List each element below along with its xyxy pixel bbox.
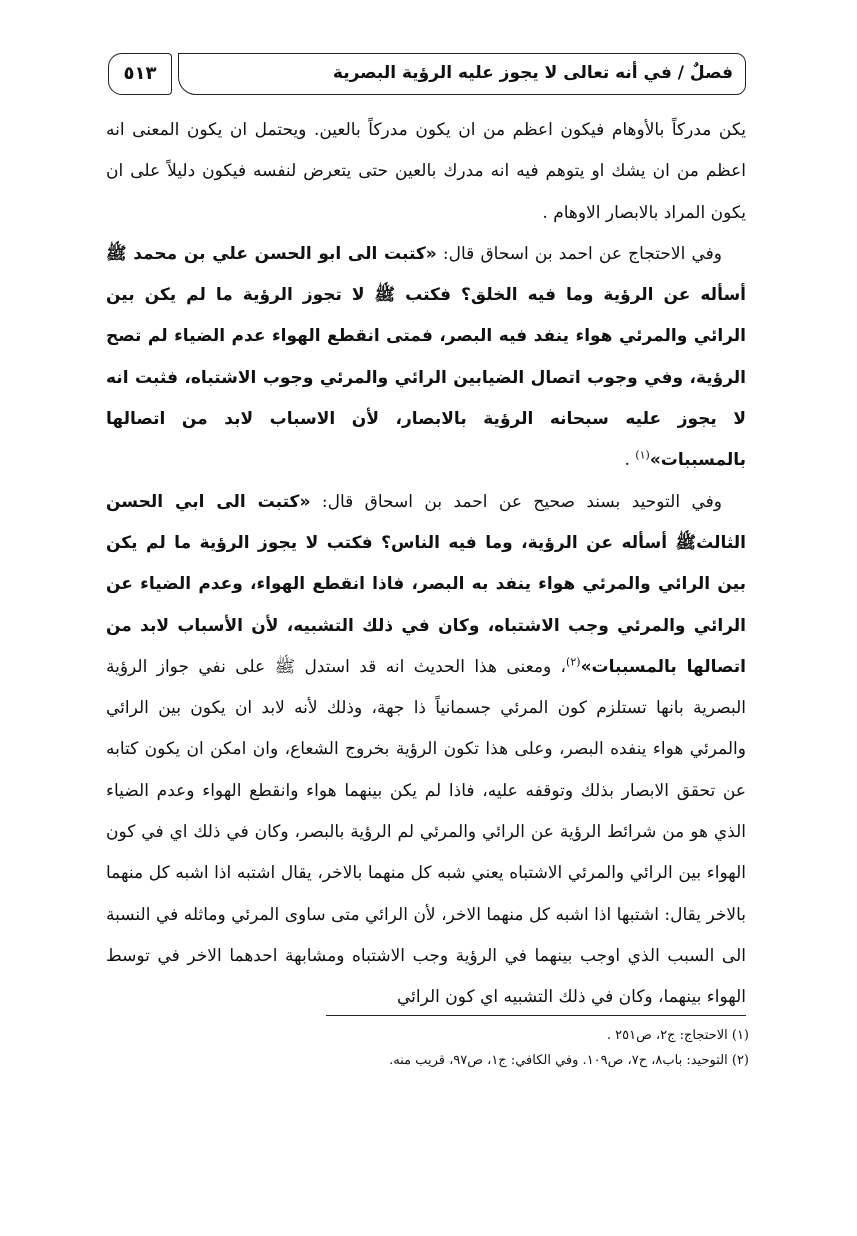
footnotes	[189, 1023, 749, 1073]
footnote-separator	[326, 1015, 746, 1016]
footnote-ref-1: (١)	[635, 448, 650, 462]
main-text	[106, 110, 746, 1019]
paragraph-2-end: .	[624, 450, 630, 471]
page-number: ٥١٣	[123, 63, 157, 84]
paragraph-1	[106, 110, 746, 234]
page-number-frame	[108, 53, 172, 95]
paragraph-3-commentary: ، ومعنى هذا الحديث انه قد استدل ﷺ على نفي جواز الرؤية البصرية بانها تستلزم كون المرئي جسمانياً ذا جهة، وذلك لأنه لابد ان يكون بين الرائي والمرئي هواء ينفده البصر، وعلى هذا تكون الرؤية بخروج الشعاع، وان امكن ان يكون كتابه عن تحقق الابصار بذلك وتوقفه عليه، فاذا لم يكن بينهما هواء وانقطع الهواء وعدم الضياء الذي هو من شرائط الرؤية عن الرائي والمرئي لم الرؤية بالبصر، وكان في ذلك اي في كون الهواء بين الرائي والمرئي الاشتباه يعني شبه كل منهما بالاخر، يقال اشتبه اذا اشبه كل منهما بالاخر يقال: اشتبها اذا اشبه كل منهما الاخر، لأن الرائي متى ساوى المرئي وماثله في النسبة الى السبب الذي اوجب بينهما في الرؤية وجب الاشتباه ومشابهة احدهما الاخر في توسط الهواء بينهما، وكان في ذلك التشبيه اي كون الرائي	[106, 656, 746, 1008]
paragraph-2-quote: «كتبت الى ابو الحسن علي بن محمد ﷺ أسأله عن الرؤية وما فيه الخلق؟ فكتب ﷺ لا تجوز الرؤية ما لم يكن بين الرائي والمرئي هواء ينفد فيه البصر، فمتى انقطع الهواء عدم الضياء لم تصح الرؤية، وفي وجوب اتصال الضيابين الرائي والمرئي وجوب الاشتباه، فثبت انه لا يجوز عليه سبحانه الرؤية بالابصار، لأن الاسباب لابد من اتصالها بالمسببات»	[106, 243, 746, 471]
running-header-frame	[178, 53, 746, 95]
paragraph-2	[106, 234, 746, 482]
paragraph-3-quote: «كتبت الى ابي الحسن الثالثﷺ أسأله عن الرؤية، وما فيه الناس؟ فكتب لا يجوز الرؤية ما لم يكن بين الرائي والمرئي هواء ينفد به البصر، فاذا انقطع الهواء، وعدم الضياء عن الرائي والمرئي وجب الاشتباه، وكان في ذلك التشبيه، لأن الأسباب لابد من اتصالها بالمسببات»	[106, 491, 746, 677]
footnote-ref-2: (٢)	[566, 655, 581, 669]
paragraph-1-text: يكن مدركاً بالأوهام فيكون اعظم من ان يكون مدركاً بالعين. ويحتمل ان يكون المعنى انه اعظم من ان يشك او يتوهم فيه انه مدرك بالعين حتى يتعرض لنفسه فيكون دليلاً على ان يكون المراد بالابصار الاوهام .	[106, 120, 746, 223]
footnote-2: (٢) التوحيد: باب٨، ح٧، ص١٠٩. وفي الكافي: ج١، ص٩٧، قريب منه.	[389, 1053, 749, 1068]
paragraph-2-intro: وفي الاحتجاج عن احمد بن اسحاق قال:	[442, 243, 722, 264]
paragraph-3-intro: وفي التوحيد بسند صحيح عن احمد بن اسحاق قال:	[321, 491, 722, 512]
running-header-title: فصلٌ / في أنه تعالى لا يجوز عليه الرؤية البصرية	[332, 63, 733, 83]
paragraph-3	[106, 482, 746, 1019]
page-header	[108, 53, 746, 99]
footnote-1: (١) الاحتجاج: ج٢، ص٢٥١ .	[606, 1028, 749, 1043]
